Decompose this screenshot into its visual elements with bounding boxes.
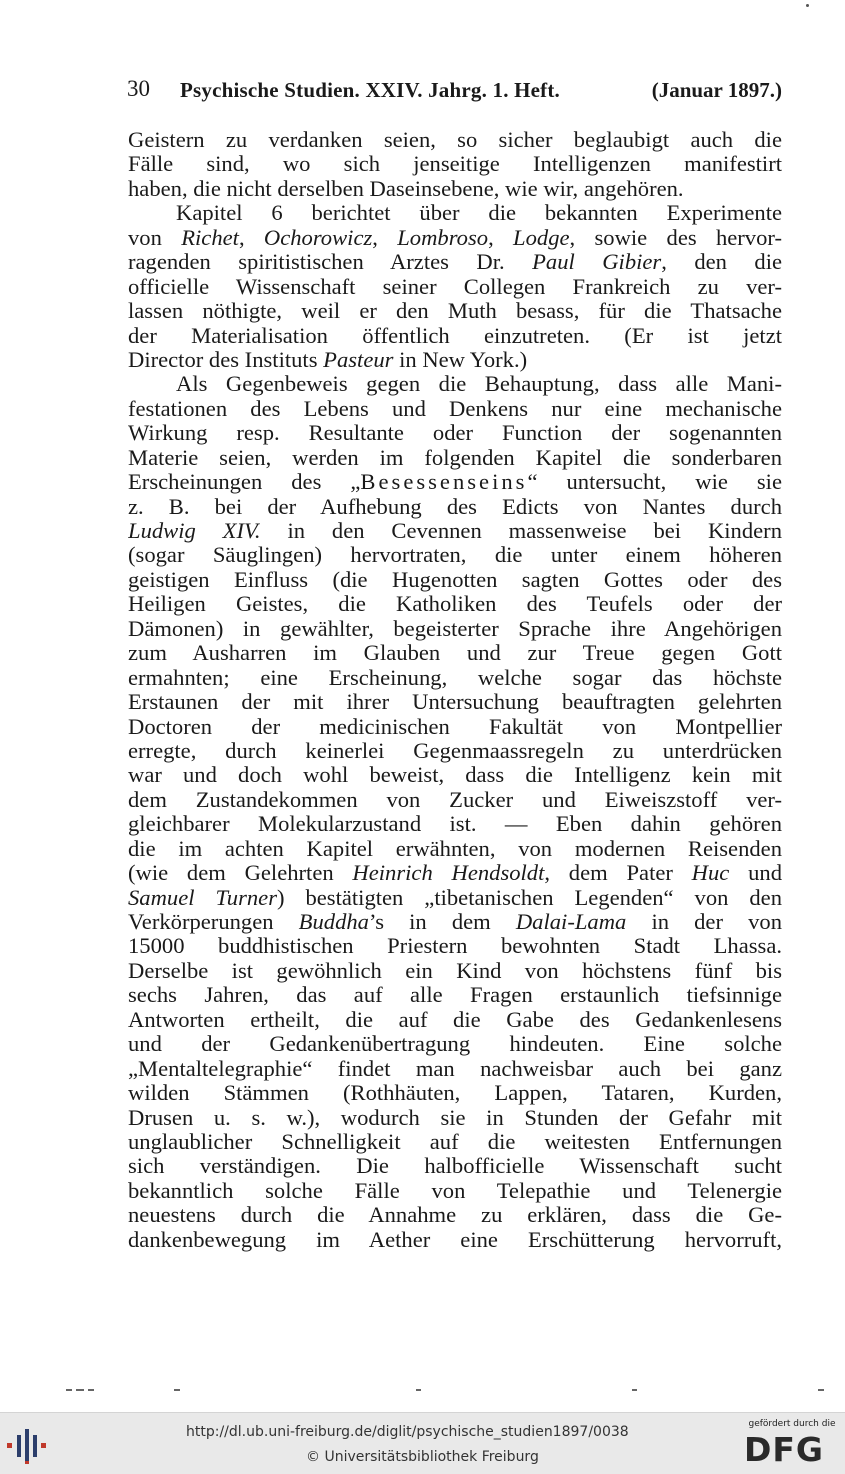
text-run: zum Ausharren im Glauben und zur Treue gegen Gott [128, 641, 782, 666]
text-run: “ untersucht, wie sie [527, 470, 782, 495]
text-line [128, 812, 782, 836]
dfg-caption: gefördert durch die [748, 1419, 836, 1429]
text-line [128, 934, 782, 958]
text-line [128, 1154, 782, 1178]
text-line [128, 788, 782, 812]
text-line [128, 837, 782, 861]
ub-freiburg-logo-icon[interactable] [5, 1425, 55, 1465]
text-run: , sowie des hervor- [569, 225, 782, 250]
text-run: in den Cevennen massenweise bei Kindern [260, 519, 782, 543]
text-run: , [238, 225, 264, 250]
text-run: ermahnten; eine Erscheinung, welche sogar das höchste [128, 665, 782, 690]
text-run: ragenden spiritistischen Arztes Dr. [128, 250, 533, 275]
text-run: sechs Jahren, das auf alle Fragen erstaunlich tiefsinnige [128, 983, 782, 1008]
text-line [128, 886, 782, 910]
body-text [128, 128, 782, 1252]
text-run: geistigen Einfluss (die Hugenotten sagten Gottes oder des [128, 567, 782, 592]
text-line [128, 690, 782, 714]
italic-name: Pasteur [323, 347, 394, 372]
text-line [128, 641, 782, 665]
text-line [128, 226, 782, 250]
text-line [128, 152, 782, 176]
text-run: und der Gedankenübertragung hindeuten. Eine solche [128, 1032, 782, 1057]
text-run: , [488, 225, 514, 250]
text-line [128, 1179, 782, 1203]
italic-name: Heinrich Hendsoldt [352, 861, 545, 886]
text-run: die im achten Kapitel erwähnten, von modernen Reisenden [128, 836, 782, 861]
text-line [128, 348, 782, 372]
italic-name: Buddha [298, 910, 369, 934]
text-run: , [372, 225, 398, 250]
text-line [128, 959, 782, 983]
text-line [128, 1130, 782, 1154]
journal-title: Psychische Studien. XXIV. Jahrg. 1. Heft. [180, 78, 560, 102]
running-head [127, 76, 782, 106]
text-line [128, 592, 782, 616]
text-line [128, 446, 782, 470]
spaced-emphasis: Besessenseins [360, 470, 528, 495]
text-line [128, 128, 782, 152]
text-run: dankenbewegung im Aether eine Erschütterung hervorruft, [128, 1227, 782, 1252]
text-run: festationen des Lebens und Denkens nur eine mechanische [128, 396, 782, 421]
text-line [128, 299, 782, 323]
text-run: Wirkung resp. Resultante oder Function der sogenannten [128, 421, 782, 446]
text-run: Director des Instituts [128, 347, 324, 372]
text-run: war und doch wohl beweist, dass die Intelligenz kein mit [128, 763, 782, 788]
italic-name: Paul Gibier [532, 250, 662, 275]
text-run: „Mentaltelegraphie“ findet man nachweisbar auch bei ganz [128, 1056, 782, 1081]
text-run: Als Gegenbeweis gegen die Behauptung, dass alle Mani- [176, 372, 782, 397]
italic-name: Richet [181, 225, 239, 250]
text-line [128, 1057, 782, 1081]
italic-name: Lombroso [397, 225, 489, 250]
text-run: Heiligen Geistes, die Katholiken des Teufels oder der [128, 592, 782, 617]
text-line [128, 617, 782, 641]
text-run: ’s in dem [368, 910, 516, 934]
text-run: lassen nöthigte, weil er den Muth besass, für die Thatsache [128, 299, 782, 324]
text-run: Geistern zu verdanken seien, so sicher beglaubigt auch die [128, 128, 782, 152]
text-run: Verkörperungen [128, 910, 299, 934]
text-line [128, 739, 782, 763]
page-url[interactable]: http://dl.ub.uni-freiburg.de/diglit/psychische_studien1897/0038 [186, 1424, 629, 1440]
text-run: Drusen u. s. w.), wodurch sie in Stunden der Gefahr mit [128, 1105, 782, 1130]
text-line [128, 275, 782, 299]
italic-name: Dalai-Lama [515, 910, 627, 934]
text-run: Materie seien, werden im folgenden Kapitel die sonderbaren [128, 445, 782, 470]
text-run: dem Zustandekommen von Zucker und Eiweiszstoff ver- [128, 787, 782, 812]
text-line [128, 568, 782, 592]
text-run: haben, die nicht derselben Daseinsebene, wie wir, angehören. [128, 176, 684, 201]
text-run: und [729, 861, 782, 886]
viewer-footer [0, 1412, 845, 1474]
text-line [128, 324, 782, 348]
text-run: Doctoren der medicinischen Fakultät von Montpellier [128, 714, 782, 739]
dfg-funding-badge[interactable] [742, 1419, 842, 1471]
text-line [128, 1081, 782, 1105]
text-line [128, 177, 782, 201]
italic-name: Ochorowicz [263, 225, 373, 250]
scan-speck [806, 4, 809, 7]
text-run: z. B. bei der Aufhebung des Edicts von Nantes durch [128, 494, 782, 519]
text-line [128, 910, 782, 934]
text-line [128, 1106, 782, 1130]
text-line [128, 1032, 782, 1056]
text-run: Erscheinungen des „ [128, 470, 361, 495]
text-run: bekanntlich solche Fälle von Telepathie und Telenergie [128, 1178, 782, 1203]
text-line [128, 715, 782, 739]
text-line [128, 250, 782, 274]
italic-name: Huc [691, 861, 730, 886]
text-run: gleichbarer Molekularzustand ist. — Eben dahin gehören [128, 812, 782, 837]
text-line [128, 495, 782, 519]
text-run: ) bestätigten „tibetanischen Legenden“ von den [277, 885, 782, 910]
text-run: Derselbe ist gewöhnlich ein Kind von höchstens fünf bis [128, 958, 782, 983]
text-run: sich verständigen. Die halbofficielle Wissenschaft sucht [128, 1154, 782, 1179]
text-run: 15000 buddhistischen Priestern bewohnten Stadt Lhassa. [128, 934, 782, 959]
text-run: der Materialisation öffentlich einzutreten. (Er ist jetzt [128, 323, 782, 348]
text-run: neuestens durch die Annahme zu erklären, dass die Ge- [128, 1203, 782, 1228]
text-line [128, 519, 782, 543]
text-line [128, 1008, 782, 1032]
text-line [128, 421, 782, 445]
text-run: wilden Stämmen (Rothhäuten, Lappen, Tataren, Kurden, [128, 1081, 782, 1106]
text-line [128, 1228, 782, 1252]
text-run: von [128, 225, 182, 250]
text-run: (sogar Säuglingen) hervortraten, die unter einem höheren [128, 543, 782, 568]
copyright-notice: © Universitätsbibliothek Freiburg [306, 1449, 539, 1465]
text-run: (wie dem Gelehrten [128, 861, 353, 886]
text-line [128, 543, 782, 567]
text-line [128, 983, 782, 1007]
italic-name: Lodge [513, 225, 570, 250]
text-run: in New York.) [393, 347, 528, 372]
page-number: 30 [127, 76, 150, 101]
text-run: Fälle sind, wo sich jenseitige Intelligenzen manifestirt [128, 152, 782, 177]
text-run: , den die [661, 250, 782, 275]
text-line [128, 666, 782, 690]
text-line [128, 470, 782, 494]
text-line [128, 861, 782, 885]
text-run: erregte, durch keinerlei Gegenmaassregeln zu unterdrücken [128, 738, 782, 763]
text-run: Kapitel 6 berichtet über die bekannten Experimente [176, 201, 782, 226]
dfg-logo: DFG [744, 1430, 825, 1469]
text-run: , dem Pater [544, 861, 692, 886]
text-run: in der von [626, 910, 782, 934]
text-line [128, 1203, 782, 1227]
text-line [128, 397, 782, 421]
italic-name: Samuel Turner [128, 885, 277, 910]
text-line [128, 201, 782, 225]
italic-name: Ludwig XIV. [128, 519, 261, 543]
text-run: Erstaunen der mit ihrer Untersuchung beauftragten gelehrten [128, 690, 782, 715]
text-run: officielle Wissenschaft seiner Collegen Frankreich zu ver- [128, 274, 782, 299]
text-line [128, 763, 782, 787]
text-run: Dämonen) in gewählter, begeisterter Sprache ihre Angehörigen [128, 616, 782, 641]
text-run: Antworten ertheilt, die auf die Gabe des Gedankenlesens [128, 1007, 782, 1032]
scan-edge-marks [0, 1385, 845, 1399]
text-run: unglaublicher Schnelligkeit auf die weitesten Entfernungen [128, 1129, 782, 1154]
issue-date: (Januar 1897.) [651, 78, 782, 102]
text-line [128, 372, 782, 396]
